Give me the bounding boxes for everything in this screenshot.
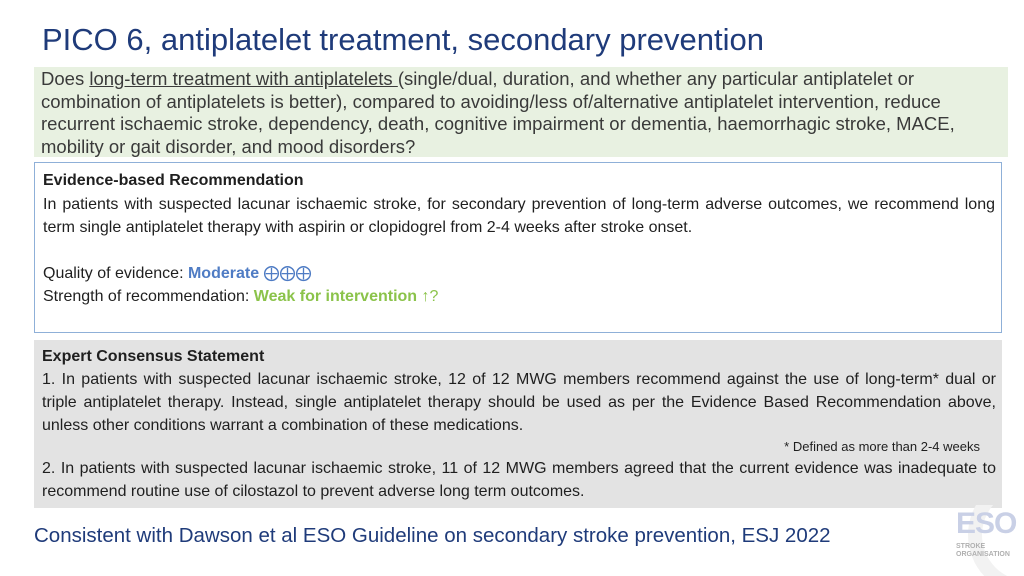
- question-prefix: Does: [41, 68, 90, 89]
- evidence-recommendation-box: [34, 162, 1002, 333]
- quality-symbols-icon: ⨁⨁⨁: [263, 264, 312, 282]
- question-underlined: long-term treatment with antiplatelets: [89, 68, 398, 89]
- question-rest: (single/dual, duration, and whether any particular antiplatelet or combination of antiplatelets is better), compared to avoiding/less of/alternative antiplatelet intervention, reduce recurrent ischaemic stroke, dependency, death, cognitive impairment or dementia, haemorrhagic stroke, MACE, mobility or gait disorder, and mood disorders?: [41, 68, 955, 157]
- pico-question: [34, 67, 1008, 157]
- strength-value: Weak for intervention: [253, 288, 418, 305]
- quality-value: Moderate: [187, 264, 260, 282]
- footer-note: Consistent with Dawson et al ESO Guideline on secondary stroke prevention, ESJ 2022: [34, 524, 831, 547]
- strength-of-recommendation: Strength of recommendation: Weak for intervention ↑?: [43, 288, 439, 305]
- consensus-point-2: 2. In patients with suspected lacunar ischaemic stroke, 11 of 12 MWG members agreed that the current evidence was inadequate to recommend routine use of cilostazol to prevent adverse long term outcomes.: [42, 460, 996, 500]
- eso-logo: [948, 505, 1024, 576]
- strength-suffix: ?: [429, 288, 439, 305]
- slide-title: PICO 6, antiplatelet treatment, secondary prevention: [42, 22, 765, 57]
- recommendation-heading: Evidence-based Recommendation: [43, 172, 304, 189]
- logo-mark: ESO: [956, 507, 1017, 540]
- recommendation-text: In patients with suspected lacunar ischaemic stroke, for secondary prevention of long-term adverse outcomes, we recommend long term single antiplatelet therapy with aspirin or clopidogrel from 2-4 weeks after stroke onset.: [43, 195, 995, 236]
- consensus-point-1: 1. In patients with suspected lacunar ischaemic stroke, 12 of 12 MWG members recommend against the use of long-term* dual or triple antiplatelet therapy. Instead, single antiplatelet therapy should be used as per the Evidence Based Recommendation above, unless other conditions warrant a combination of these medications.: [42, 371, 996, 434]
- expert-consensus-box: [34, 340, 1002, 508]
- quality-of-evidence: Quality of evidence: Moderate ⨁⨁⨁: [43, 264, 312, 282]
- consensus-footnote: * Defined as more than 2-4 weeks: [784, 439, 980, 454]
- consensus-heading: Expert Consensus Statement: [42, 348, 265, 365]
- up-arrow-icon: ↑: [421, 288, 430, 305]
- logo-text: STROKE ORGANISATION: [956, 543, 1010, 558]
